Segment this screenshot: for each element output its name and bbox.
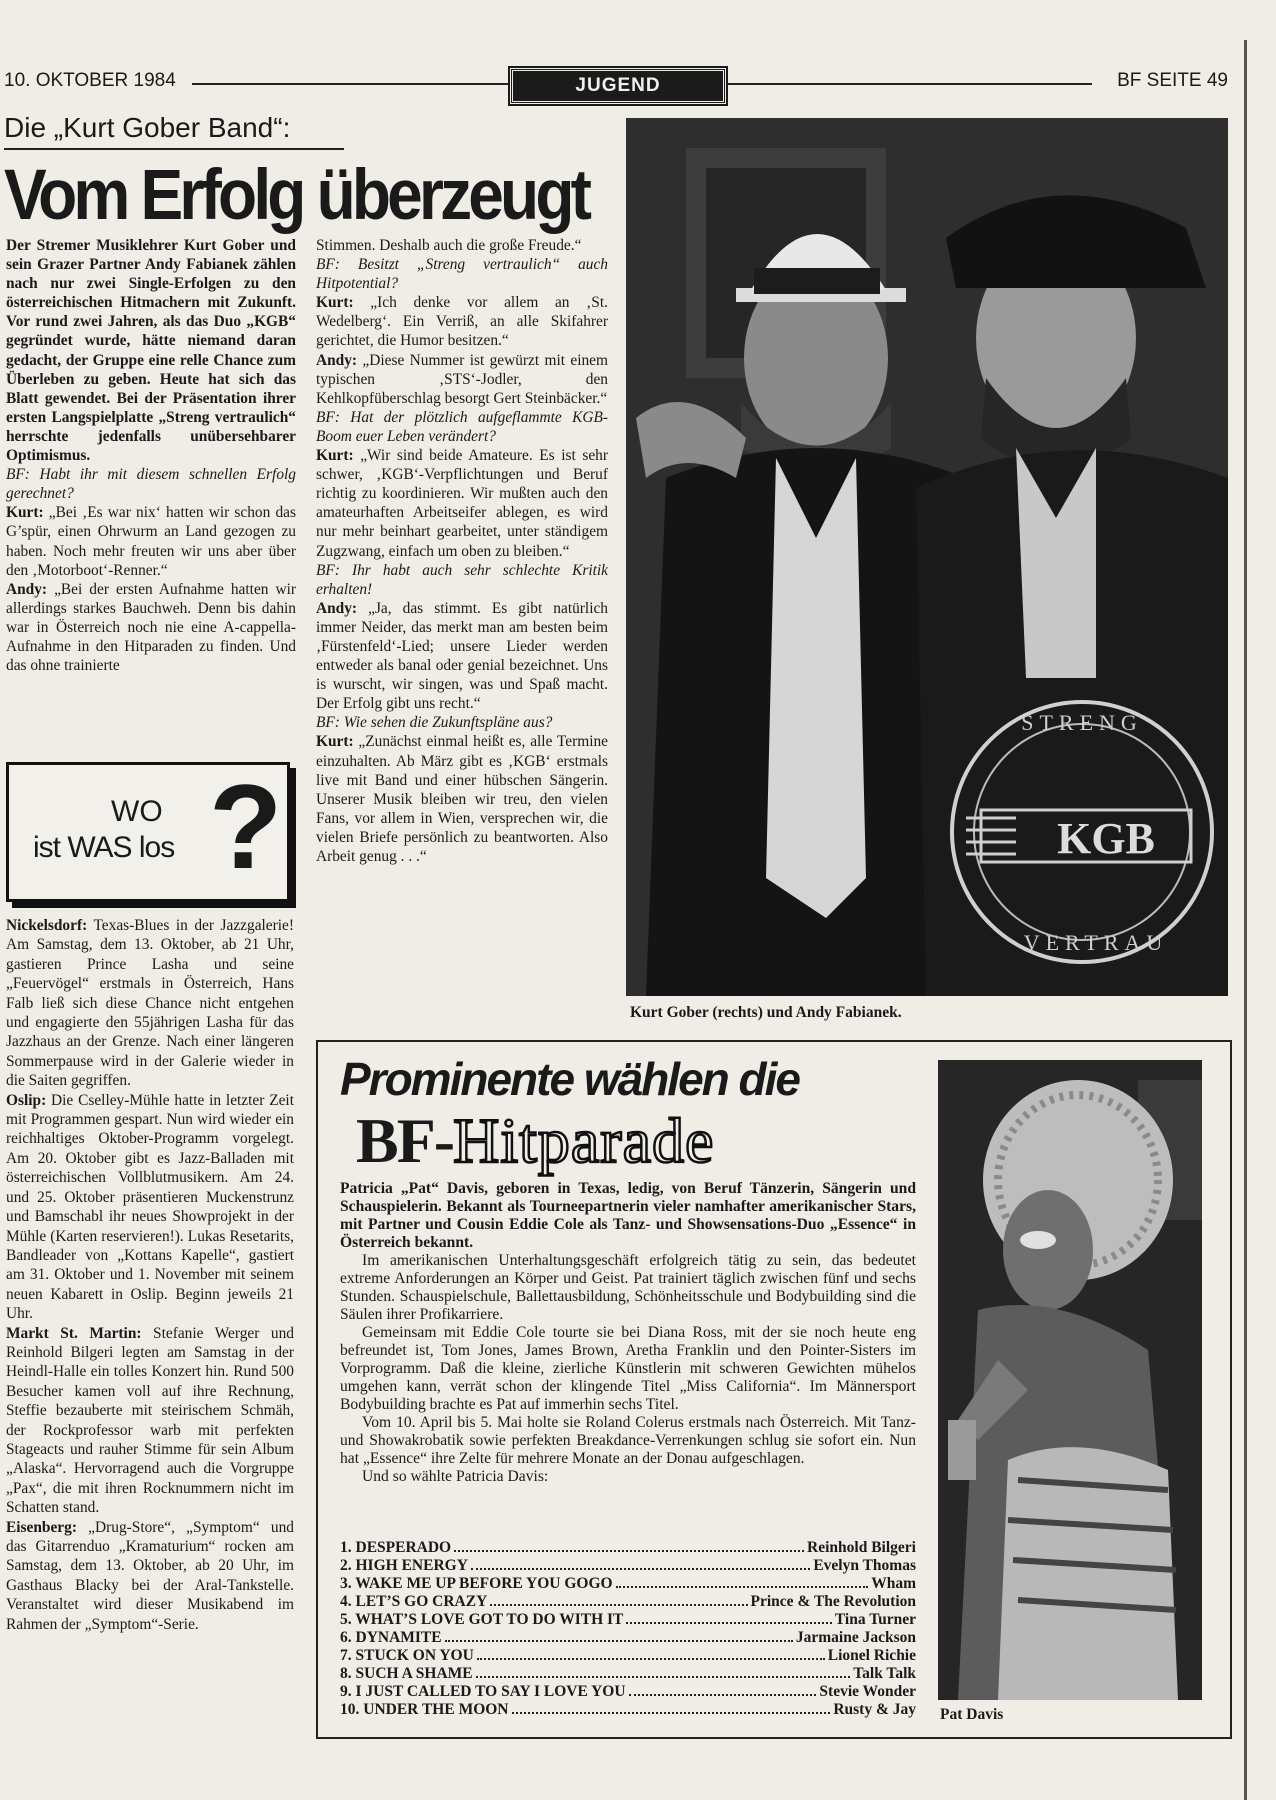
- song-title: 9. I JUST CALLED TO SAY I LOVE YOU: [340, 1683, 626, 1700]
- answer-text: „Bei ‚Es war nix‘ hatten wir schon das G’spür, einen Ohrwurm an Land gezogen zu haben. Noch mehr freuten wir uns aber über den ‚Motorboot‘-Renner.“: [6, 504, 296, 579]
- hitparade-paragraph: Und so wählte Patricia Davis:: [362, 1468, 549, 1485]
- hitparade-text: [340, 1180, 916, 1486]
- article-kicker-text: Die „Kurt Gober Band“:: [4, 112, 291, 143]
- dot-leader: [490, 1593, 747, 1606]
- question-text: BF: Ihr habt auch sehr schlechte Kritik erhalten!: [316, 561, 608, 598]
- wowas-box: [6, 762, 290, 902]
- dot-leader: [477, 1647, 825, 1660]
- song-title: 3. WAKE ME UP BEFORE YOU GOGO: [340, 1575, 613, 1592]
- speaker-name: Andy:: [316, 599, 358, 617]
- event-listing: [6, 1091, 294, 1324]
- page-edge-line: [1244, 40, 1247, 1800]
- dot-leader: [476, 1665, 851, 1678]
- dot-leader: [454, 1539, 804, 1552]
- speaker-name: Kurt:: [316, 733, 354, 751]
- song-title: 10. UNDER THE MOON: [340, 1701, 509, 1718]
- answer-text: „Ich denke vor allem an ‚St. Wedelberg‘. Ein Verriß, an alle Skifahrer gerichtet, die Humor besitzen.“: [316, 294, 608, 350]
- song-title: 1. DESPERADO: [340, 1539, 452, 1556]
- song-artist: Wham: [871, 1575, 916, 1592]
- article-paragraph: [316, 561, 608, 599]
- hitparade-title: Prominente wählen die: [340, 1053, 799, 1105]
- hitparade-list-item: [340, 1611, 916, 1629]
- song-artist: Stevie Wonder: [819, 1683, 916, 1700]
- paragraph-text: Stimmen. Deshalb auch die große Freude.“: [316, 237, 582, 254]
- article-paragraph: [316, 351, 608, 408]
- article-photo: [626, 118, 1228, 996]
- hitparade-list-item: [340, 1575, 916, 1593]
- article-paragraph: [6, 236, 296, 465]
- song-title: 4. LET’S GO CRAZY: [340, 1593, 488, 1610]
- song-artist: Reinhold Bilgeri: [807, 1539, 916, 1556]
- song-title: 7. STUCK ON YOU: [340, 1647, 474, 1664]
- speaker-name: Andy:: [316, 351, 358, 369]
- page-number: BF SEITE 49: [1117, 70, 1228, 91]
- dot-leader: [629, 1683, 817, 1696]
- song-artist: Tina Turner: [834, 1611, 916, 1628]
- speaker-name: Kurt:: [6, 504, 44, 522]
- article-headline: Vom Erfolg überzeugt: [4, 154, 589, 235]
- event-listing: [6, 916, 294, 1091]
- badge-logo: KGB: [1057, 814, 1155, 863]
- answer-text: „Ja, das stimmt. Es gibt natürlich immer Neider, das merkt man am besten beim ‚Fürstenfeld‘-Lied; unsere Lieder werden entweder als banal oder genial bezeichnet. Uns is wurscht, wir singen, was und Spaß macht. Der Erfolg gibt uns recht.“: [316, 599, 608, 713]
- band-photo-illustration: [626, 118, 1228, 996]
- song-artist: Evelyn Thomas: [813, 1557, 916, 1574]
- wowas-listings: [6, 916, 294, 1634]
- article-paragraph: [6, 465, 296, 503]
- pat-davis-illustration: [938, 1060, 1202, 1700]
- badge-bottom-text: VERTRAU: [1023, 930, 1169, 955]
- wowas-line1: WO: [111, 795, 163, 828]
- badge-top-text: STRENG: [1021, 710, 1143, 735]
- song-title: 2. HIGH ENERGY: [340, 1557, 468, 1574]
- hitparade-list-item: [340, 1629, 916, 1647]
- song-artist: Lionel Richie: [827, 1647, 916, 1664]
- section-label-text: JUGEND: [575, 75, 661, 96]
- hitparade-paragraph: Gemeinsam mit Eddie Cole tourte sie bei Diana Ross, mit der sie noch heute eng befreundet ist, Tom Jones, James Brown, Aretha Franklin und den Pointer-Sisters im Vorprogramm. Daß die kleine, zierliche Künstlerin mit schweren Gewichten mühelos umgehen kann, verrät schon der klingende Titel „Miss California“. Im Männersport Bodybuilding brachte es Pat auf immerhin sechs Titel.: [340, 1324, 916, 1413]
- pat-davis-photo: [938, 1060, 1202, 1700]
- hitparade-logo: [356, 1104, 714, 1178]
- hitparade-logo-bf: BF-: [356, 1105, 454, 1176]
- hitparade-list-item: [340, 1665, 916, 1683]
- question-text: BF: Wie sehen die Zukunftspläne aus?: [316, 714, 553, 732]
- event-listing: [6, 1324, 294, 1518]
- article-paragraph: [316, 255, 608, 293]
- dot-leader: [445, 1629, 793, 1642]
- article-paragraph: [316, 732, 608, 866]
- event-place: Oslip:: [6, 1091, 47, 1109]
- question-mark-icon: ?: [209, 760, 283, 894]
- article-photo-caption: Kurt Gober (rechts) und Andy Fabianek.: [630, 1004, 902, 1021]
- song-title: 6. DYNAMITE: [340, 1629, 442, 1646]
- article-paragraph: [316, 236, 608, 255]
- article-paragraph: [316, 446, 608, 561]
- hitparade-list-item: [340, 1593, 916, 1611]
- speaker-name: Andy:: [6, 580, 48, 598]
- page-date: 10. OKTOBER 1984: [4, 70, 176, 91]
- event-text: Texas-Blues in der Jazzgalerie! Am Samstag, dem 13. Oktober, ab 21 Uhr, gastieren Prince Lasha und seine „Feuervögel“ erstmals in Österreich, Hans Falb ließ sich diese Chance nicht entgehen und engagierte den 55jährigen Lasha für das Jazzhaus an der Grenze. Nach einer längeren Sommerpause wird in der Galerie wieder in die Saiten gegriffen.: [6, 917, 294, 1090]
- hitparade-list-item: [340, 1683, 916, 1701]
- question-text: BF: Habt ihr mit diesem schnellen Erfolg gerechnet?: [6, 466, 296, 503]
- wowas-line2: ist WAS los: [33, 831, 175, 864]
- hitparade-list-item: [340, 1647, 916, 1665]
- dot-leader: [626, 1611, 831, 1624]
- pat-davis-caption: Pat Davis: [940, 1706, 1004, 1723]
- article-paragraph: [316, 713, 608, 732]
- dot-leader: [471, 1557, 810, 1570]
- question-text: BF: Besitzt „Streng vertraulich“ auch Hitpotential?: [316, 256, 608, 293]
- song-artist: Rusty & Jay: [833, 1701, 916, 1718]
- hitparade-intro: Patricia „Pat“ Davis, geboren in Texas, ledig, von Beruf Tänzerin, Sängerin und Schauspielerin. Bekannt als Tourneepartnerin vieler namhafter amerikanischer Stars, mit Partner und Cousin Eddie Cole als Tanz- und Showsensations-Duo „Essence“ in Österreich bekannt.: [340, 1180, 916, 1251]
- question-text: BF: Hat der plötzlich aufgeflammte KGB-Boom euer Leben verändert?: [316, 408, 608, 445]
- article-paragraph: [316, 408, 608, 446]
- hitparade-logo-word: Hitparade: [453, 1105, 715, 1176]
- hitparade-list-item: [340, 1539, 916, 1557]
- song-title: 5. WHAT’S LOVE GOT TO DO WITH IT: [340, 1611, 624, 1628]
- event-text: Stefanie Werger und Reinhold Bilgeri legten am Samstag in der Heindl-Halle ein tolles Konzert hin. Rund 500 Besucher kamen voll auf ihre Rechnung, Steffie bezauberte mit steirischem Schmäh, der Rockprofessor warb mit perfekten Stageacts und rauher Stimme für sein Album „Alaska“. Hervorragend auch die Vorgruppe „Pax“, die mit ihren Rocknummern nicht im Schatten stand.: [6, 1324, 294, 1517]
- event-place: Nickelsdorf:: [6, 917, 88, 934]
- paragraph-text: Der Stremer Musiklehrer Kurt Gober und sein Grazer Partner Andy Fabianek zählen nach nur zwei Single-Erfolgen zu den österreichischen Hitmachern mit Zukunft. Vor rund zwei Jahren, als das Duo „KGB“ gegründet wurde, hätte niemand daran gedacht, der Gruppe eine relle Chance zum Überleben zu geben. Heute hat sich das Blatt gewendet. Bei der Präsentation ihrer ersten Langspielplatte „Streng vertraulich“ herrschte jedenfalls unübersehbarer Optimismus.: [6, 237, 296, 465]
- article-kicker: [4, 112, 290, 144]
- song-artist: Talk Talk: [853, 1665, 916, 1682]
- answer-text: „Bei der ersten Aufnahme hatten wir allerdings starkes Bauchweh. Denn bis dahin war in Österreich noch nie eine A-cappella-Aufnahme in den Hitparaden zu finden. Und das ohne trainierte: [6, 580, 296, 675]
- event-place: Eisenberg:: [6, 1518, 77, 1536]
- article-column-2: [316, 236, 608, 866]
- event-listing: [6, 1518, 294, 1634]
- hitparade-list: [340, 1539, 916, 1719]
- answer-text: „Wir sind beide Amateure. Es ist sehr schwer, ‚KGB‘-Verpflichtungen und Beruf richtig zu koordinieren. Wir mußten auch den amateurhaften Arbeitseifer ablegen, es wird nur mehr beinhart gearbeitet, unter ständigem Zugzwang, einfach um oben zu bleiben.“: [316, 447, 608, 560]
- speaker-name: Kurt:: [316, 447, 354, 465]
- hitparade-paragraphs: [340, 1252, 916, 1486]
- song-artist: Jarmaine Jackson: [795, 1629, 916, 1646]
- dot-leader: [616, 1575, 869, 1588]
- event-text: Die Cselley-Mühle hatte in letzter Zeit mit Programmen gespart. Nun wird wieder ein reichhaltiges Oktober-Programm vorgelegt. Am 20. Oktober gibt es Jazz-Balladen mit österreichischen Vollblutmusikern. Am 24. und 25. Oktober präsentieren Muckenstrunz und Bamschabl ihr neues Showprojekt in der Mühle (Karten reservieren!). Lukas Resetarits, Bandleader von „Kottans Kapelle“, gastiert am 31. Oktober und 1. November mit seinem neuen Kabarett in Oslip. Beginn jeweils 21 Uhr.: [6, 1091, 294, 1323]
- article-column-1: [6, 236, 296, 675]
- speaker-name: Kurt:: [316, 294, 354, 312]
- kicker-underline: [4, 148, 344, 150]
- hitparade-list-item: [340, 1701, 916, 1719]
- section-label: [510, 68, 726, 104]
- article-paragraph: [6, 580, 296, 675]
- answer-text: „Zunächst einmal heißt es, alle Termine einzuhalten. Ab März gibt es ‚KGB‘ erstmals live mit Band und einer hübschen Sängerin. Unserer Musik bleiben wir treu, den vielen Fans, vor allem in Wien, versprechen wir, die vielen Briefe persönlich zu beantworten. Also Arbeit genug . . .“: [316, 733, 608, 865]
- hitparade-list-item: [340, 1557, 916, 1575]
- article-paragraph: [6, 503, 296, 579]
- article-paragraph: [316, 599, 608, 714]
- answer-text: „Diese Nummer ist gewürzt mit einem typischen ‚STS‘-Jodler, den Kehlkopfüberschlag besorgt Gert Steinbäcker.“: [316, 351, 608, 407]
- song-title: 8. SUCH A SHAME: [340, 1665, 473, 1682]
- header-rule-left: [192, 83, 508, 85]
- hitparade-paragraph: Vom 10. April bis 5. Mai holte sie Roland Colerus erstmals nach Österreich. Mit Tanz- und Showakrobatik sowie perfekten Breakdance-Verrenkungen schlug sie sofort ein. Nun hat „Essence“ ihre Zelte für mehrere Monate an der Donau aufgeschlagen.: [340, 1414, 916, 1467]
- hitparade-paragraph: Im amerikanischen Unterhaltungsgeschäft erfolgreich tätig zu sein, das bedeutet extreme Anforderungen an Körper und Geist. Pat trainiert täglich zwischen fünf und sechs Stunden. Schauspielschule, Ballettausbildung, Schönheitsschule und Bodybuilding sind die Säulen ihrer Profikarriere.: [340, 1252, 916, 1323]
- event-place: Markt St. Martin:: [6, 1324, 142, 1342]
- song-artist: Prince & The Revolution: [750, 1593, 916, 1610]
- article-paragraph: [316, 293, 608, 350]
- event-text: „Drug-Store“, „Symptom“ und das Gitarrenduo „Kramaturium“ rocken am Samstag, dem 13. Oktober, ab 20 Uhr, im Gasthaus Blacky bei der Aral-Tankstelle. Veranstaltet wird dieser Musikabend im Rahmen der „Symptom“-Serie.: [6, 1518, 294, 1633]
- dot-leader: [512, 1701, 831, 1714]
- header-rule-right: [726, 83, 1092, 85]
